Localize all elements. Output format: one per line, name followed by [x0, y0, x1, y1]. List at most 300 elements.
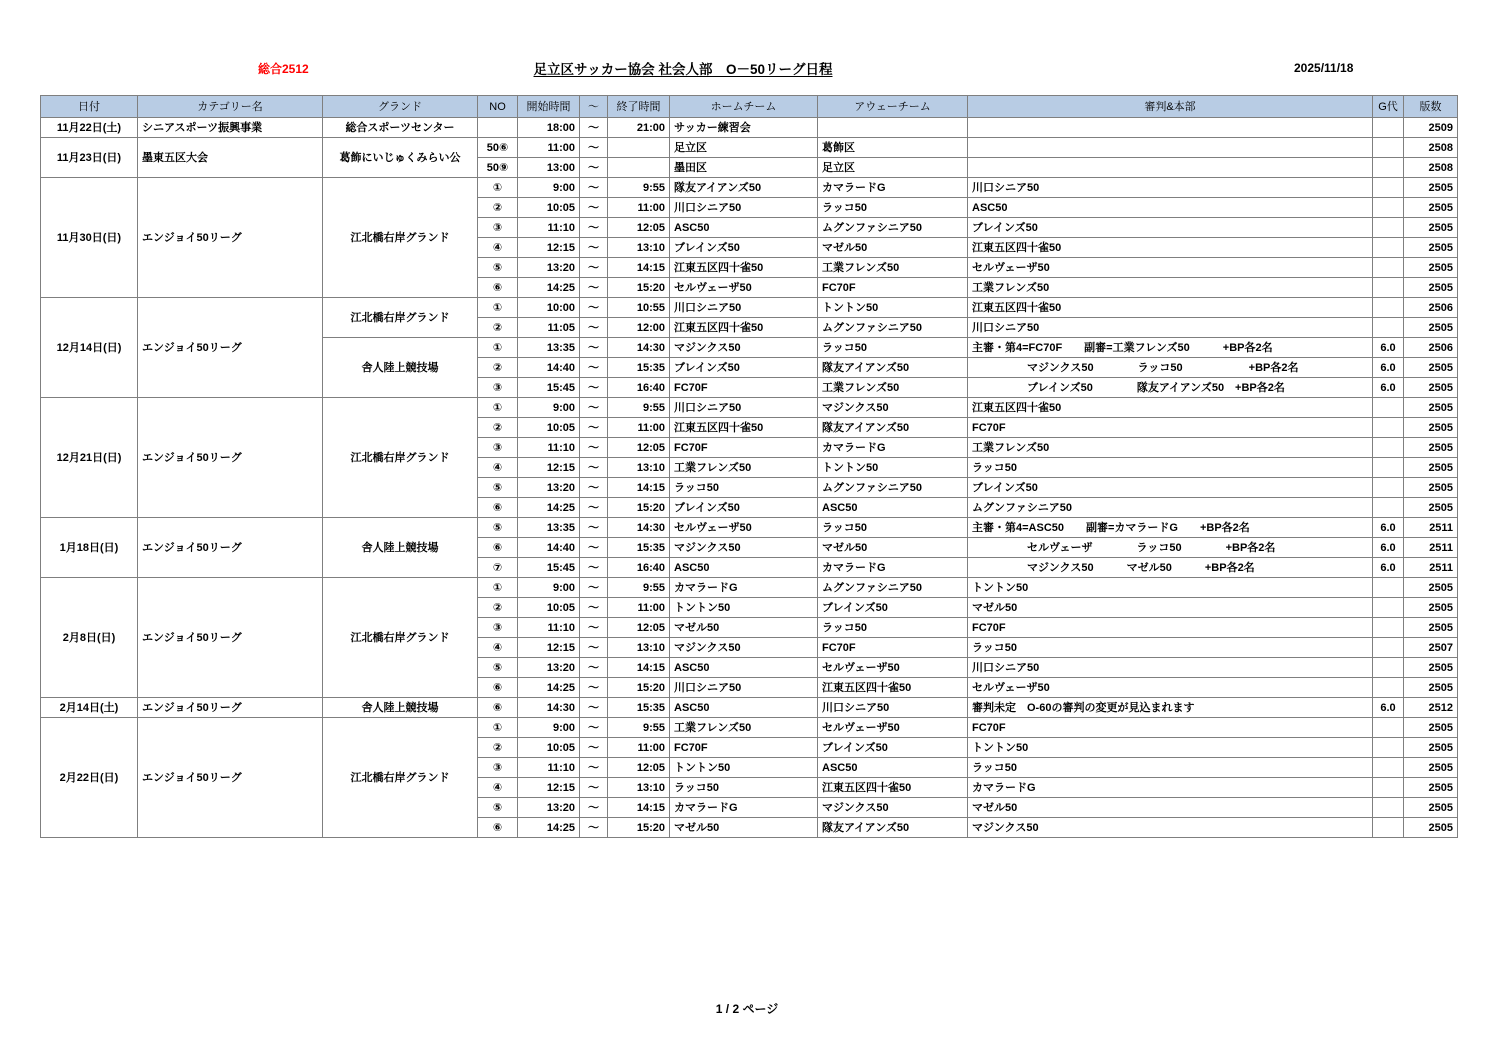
- cell-referee: カマラードG: [968, 778, 1373, 798]
- cell-start-time: 14:25: [518, 498, 580, 518]
- cell-start-time: 11:10: [518, 618, 580, 638]
- cell-referee: トントン50: [968, 578, 1373, 598]
- cell-version: 2505: [1404, 718, 1458, 738]
- cell-ground: 舎人陸上競技場: [323, 518, 478, 578]
- cell-end-time: 16:40: [608, 378, 670, 398]
- cell-start-time: 9:00: [518, 398, 580, 418]
- cell-home-team: FC70F: [670, 738, 818, 758]
- cell-tilde: ～: [580, 578, 608, 598]
- cell-g-dai: [1373, 738, 1404, 758]
- column-header-referee: 審判&本部: [968, 96, 1373, 118]
- cell-version: 2505: [1404, 618, 1458, 638]
- cell-end-time: 13:10: [608, 778, 670, 798]
- cell-away-team: [818, 118, 968, 138]
- cell-date: 11月22日(土): [41, 118, 138, 138]
- schedule-table: [40, 95, 1458, 838]
- cell-date: 1月18日(日): [41, 518, 138, 578]
- cell-referee: セルヴェーザ50: [968, 258, 1373, 278]
- cell-home-team: マジンクス50: [670, 638, 818, 658]
- cell-ground: 江北橋右岸グランド: [323, 718, 478, 838]
- cell-version: 2505: [1404, 818, 1458, 838]
- cell-version: 2505: [1404, 758, 1458, 778]
- cell-end-time: 15:20: [608, 278, 670, 298]
- cell-ground: 江北橋右岸グランド: [323, 178, 478, 298]
- cell-tilde: ～: [580, 138, 608, 158]
- cell-tilde: ～: [580, 358, 608, 378]
- cell-g-dai: [1373, 478, 1404, 498]
- column-header-tilde: ～: [580, 96, 608, 118]
- cell-start-time: 10:05: [518, 598, 580, 618]
- cell-tilde: ～: [580, 778, 608, 798]
- cell-referee: FC70F: [968, 618, 1373, 638]
- cell-referee: [968, 138, 1373, 158]
- cell-referee: マジンクス50 ラッコ50 +BP各2名: [968, 358, 1373, 378]
- cell-ground: 江北橋右岸グランド: [323, 298, 478, 338]
- cell-away-team: 工業フレンズ50: [818, 258, 968, 278]
- cell-version: 2505: [1404, 498, 1458, 518]
- cell-end-time: 14:15: [608, 658, 670, 678]
- cell-referee: ラッコ50: [968, 458, 1373, 478]
- cell-no: ③: [478, 378, 518, 398]
- column-header-home-team: ホームチーム: [670, 96, 818, 118]
- cell-away-team: ブレインズ50: [818, 598, 968, 618]
- cell-referee: ブレインズ50: [968, 478, 1373, 498]
- cell-home-team: 墨田区: [670, 158, 818, 178]
- cell-tilde: ～: [580, 458, 608, 478]
- cell-away-team: ムグンファシニア50: [818, 578, 968, 598]
- cell-tilde: ～: [580, 498, 608, 518]
- cell-g-dai: 6.0: [1373, 378, 1404, 398]
- cell-tilde: ～: [580, 478, 608, 498]
- cell-no: ④: [478, 638, 518, 658]
- cell-g-dai: [1373, 438, 1404, 458]
- cell-version: 2505: [1404, 418, 1458, 438]
- cell-tilde: ～: [580, 238, 608, 258]
- cell-referee: ブレインズ50: [968, 218, 1373, 238]
- cell-date: 11月30日(日): [41, 178, 138, 298]
- cell-tilde: ～: [580, 118, 608, 138]
- cell-away-team: ラッコ50: [818, 618, 968, 638]
- cell-end-time: 9:55: [608, 398, 670, 418]
- table-row: [41, 698, 1458, 718]
- table-row: [41, 718, 1458, 738]
- cell-away-team: 江東五区四十雀50: [818, 678, 968, 698]
- cell-start-time: 10:05: [518, 418, 580, 438]
- cell-tilde: ～: [580, 558, 608, 578]
- cell-no: ③: [478, 438, 518, 458]
- cell-referee: ラッコ50: [968, 758, 1373, 778]
- cell-no: 50⑥: [478, 138, 518, 158]
- cell-away-team: カマラードG: [818, 438, 968, 458]
- cell-g-dai: [1373, 238, 1404, 258]
- cell-away-team: ラッコ50: [818, 198, 968, 218]
- cell-home-team: 江東五区四十雀50: [670, 318, 818, 338]
- cell-start-time: 13:20: [518, 798, 580, 818]
- cell-start-time: 14:25: [518, 818, 580, 838]
- cell-category: エンジョイ50リーグ: [138, 698, 323, 718]
- cell-no: ①: [478, 178, 518, 198]
- cell-g-dai: [1373, 218, 1404, 238]
- cell-away-team: ラッコ50: [818, 338, 968, 358]
- cell-version: 2505: [1404, 318, 1458, 338]
- cell-end-time: 11:00: [608, 418, 670, 438]
- table-row: [41, 518, 1458, 538]
- cell-away-team: マゼル50: [818, 538, 968, 558]
- cell-g-dai: [1373, 598, 1404, 618]
- cell-away-team: セルヴェーザ50: [818, 718, 968, 738]
- cell-g-dai: [1373, 258, 1404, 278]
- cell-start-time: 13:35: [518, 518, 580, 538]
- cell-away-team: マジンクス50: [818, 398, 968, 418]
- cell-start-time: 14:30: [518, 698, 580, 718]
- cell-tilde: ～: [580, 818, 608, 838]
- cell-tilde: ～: [580, 318, 608, 338]
- cell-g-dai: [1373, 198, 1404, 218]
- cell-tilde: ～: [580, 638, 608, 658]
- cell-version: 2505: [1404, 258, 1458, 278]
- cell-category: エンジョイ50リーグ: [138, 178, 323, 298]
- cell-g-dai: 6.0: [1373, 698, 1404, 718]
- cell-referee: 川口シニア50: [968, 658, 1373, 678]
- cell-version: 2511: [1404, 538, 1458, 558]
- cell-tilde: ～: [580, 438, 608, 458]
- cell-tilde: ～: [580, 698, 608, 718]
- cell-referee: 主審・第4=FC70F 副審=工業フレンズ50 +BP各2名: [968, 338, 1373, 358]
- cell-home-team: マジンクス50: [670, 538, 818, 558]
- cell-start-time: 13:20: [518, 478, 580, 498]
- cell-no: ⑤: [478, 658, 518, 678]
- column-header-no: NO: [478, 96, 518, 118]
- cell-no: ⑥: [478, 818, 518, 838]
- cell-tilde: ～: [580, 658, 608, 678]
- cell-g-dai: [1373, 458, 1404, 478]
- cell-tilde: ～: [580, 598, 608, 618]
- cell-end-time: 12:05: [608, 618, 670, 638]
- cell-g-dai: [1373, 418, 1404, 438]
- table-row: [41, 298, 1458, 318]
- cell-start-time: 14:25: [518, 278, 580, 298]
- cell-ground: 葛飾にいじゅくみらい公: [323, 138, 478, 178]
- cell-home-team: サッカー練習会: [670, 118, 818, 138]
- cell-g-dai: 6.0: [1373, 358, 1404, 378]
- cell-home-team: 隊友アイアンズ50: [670, 178, 818, 198]
- cell-home-team: ブレインズ50: [670, 358, 818, 378]
- cell-no: ⑤: [478, 478, 518, 498]
- cell-version: 2508: [1404, 138, 1458, 158]
- table-row: [41, 138, 1458, 158]
- cell-home-team: 川口シニア50: [670, 298, 818, 318]
- cell-home-team: 川口シニア50: [670, 198, 818, 218]
- cell-referee: 江東五区四十雀50: [968, 398, 1373, 418]
- column-header-end-time: 終了時間: [608, 96, 670, 118]
- cell-tilde: ～: [580, 678, 608, 698]
- cell-away-team: カマラードG: [818, 558, 968, 578]
- cell-no: ②: [478, 358, 518, 378]
- cell-ground: 江北橋右岸グランド: [323, 578, 478, 698]
- cell-no: ③: [478, 218, 518, 238]
- cell-end-time: 11:00: [608, 598, 670, 618]
- cell-tilde: ～: [580, 198, 608, 218]
- cell-referee: ASC50: [968, 198, 1373, 218]
- cell-start-time: 15:45: [518, 378, 580, 398]
- cell-end-time: 16:40: [608, 558, 670, 578]
- column-header-g-dai: G代: [1373, 96, 1404, 118]
- cell-home-team: 工業フレンズ50: [670, 458, 818, 478]
- cell-start-time: 14:25: [518, 678, 580, 698]
- cell-away-team: ラッコ50: [818, 518, 968, 538]
- doc-code: 総合2512: [258, 62, 309, 76]
- cell-end-time: 13:10: [608, 238, 670, 258]
- cell-g-dai: 6.0: [1373, 338, 1404, 358]
- cell-g-dai: [1373, 758, 1404, 778]
- cell-version: 2505: [1404, 598, 1458, 618]
- cell-version: 2505: [1404, 578, 1458, 598]
- cell-home-team: 川口シニア50: [670, 398, 818, 418]
- cell-tilde: ～: [580, 298, 608, 318]
- cell-category: エンジョイ50リーグ: [138, 578, 323, 698]
- cell-home-team: カマラードG: [670, 798, 818, 818]
- cell-g-dai: [1373, 718, 1404, 738]
- cell-version: 2506: [1404, 338, 1458, 358]
- cell-end-time: 15:20: [608, 498, 670, 518]
- cell-version: 2505: [1404, 278, 1458, 298]
- cell-date: 11月23日(日): [41, 138, 138, 178]
- cell-g-dai: [1373, 318, 1404, 338]
- cell-tilde: ～: [580, 158, 608, 178]
- cell-referee: 工業フレンズ50: [968, 278, 1373, 298]
- cell-start-time: 11:00: [518, 138, 580, 158]
- cell-version: 2505: [1404, 218, 1458, 238]
- cell-version: 2505: [1404, 178, 1458, 198]
- cell-end-time: 12:05: [608, 218, 670, 238]
- cell-g-dai: [1373, 178, 1404, 198]
- cell-g-dai: [1373, 278, 1404, 298]
- cell-start-time: 11:10: [518, 218, 580, 238]
- column-header-version: 版数: [1404, 96, 1458, 118]
- cell-no: ⑤: [478, 798, 518, 818]
- cell-no: ②: [478, 418, 518, 438]
- cell-g-dai: [1373, 658, 1404, 678]
- cell-away-team: マジンクス50: [818, 798, 968, 818]
- cell-referee: マゼル50: [968, 798, 1373, 818]
- cell-home-team: ラッコ50: [670, 778, 818, 798]
- cell-category: 墨東五区大会: [138, 138, 323, 178]
- cell-tilde: ～: [580, 378, 608, 398]
- cell-g-dai: [1373, 638, 1404, 658]
- cell-ground: 江北橋右岸グランド: [323, 398, 478, 518]
- cell-home-team: ブレインズ50: [670, 498, 818, 518]
- cell-home-team: FC70F: [670, 438, 818, 458]
- cell-g-dai: [1373, 678, 1404, 698]
- cell-start-time: 18:00: [518, 118, 580, 138]
- cell-referee: [968, 158, 1373, 178]
- cell-home-team: 江東五区四十雀50: [670, 258, 818, 278]
- cell-home-team: ブレインズ50: [670, 238, 818, 258]
- cell-version: 2511: [1404, 558, 1458, 578]
- cell-referee: FC70F: [968, 418, 1373, 438]
- cell-away-team: ムグンファシニア50: [818, 218, 968, 238]
- cell-date: 2月8日(日): [41, 578, 138, 698]
- cell-end-time: 12:00: [608, 318, 670, 338]
- cell-end-time: [608, 158, 670, 178]
- cell-no: 50⑨: [478, 158, 518, 178]
- cell-no: ②: [478, 598, 518, 618]
- cell-end-time: 11:00: [608, 198, 670, 218]
- cell-g-dai: 6.0: [1373, 518, 1404, 538]
- cell-version: 2507: [1404, 638, 1458, 658]
- cell-end-time: 11:00: [608, 738, 670, 758]
- cell-referee: セルヴェーザ50: [968, 678, 1373, 698]
- cell-away-team: 隊友アイアンズ50: [818, 418, 968, 438]
- cell-start-time: 15:45: [518, 558, 580, 578]
- cell-away-team: 足立区: [818, 158, 968, 178]
- cell-referee: 川口シニア50: [968, 318, 1373, 338]
- cell-referee: 工業フレンズ50: [968, 438, 1373, 458]
- cell-version: 2505: [1404, 358, 1458, 378]
- cell-away-team: ASC50: [818, 498, 968, 518]
- table-header-row: [41, 96, 1458, 118]
- cell-start-time: 13:20: [518, 658, 580, 678]
- cell-home-team: 川口シニア50: [670, 678, 818, 698]
- cell-away-team: ASC50: [818, 758, 968, 778]
- cell-version: 2505: [1404, 478, 1458, 498]
- cell-tilde: ～: [580, 798, 608, 818]
- cell-ground: 総合スポーツセンター: [323, 118, 478, 138]
- cell-category: シニアスポーツ振興事業: [138, 118, 323, 138]
- cell-ground: 舎人陸上競技場: [323, 698, 478, 718]
- cell-version: 2506: [1404, 298, 1458, 318]
- cell-version: 2505: [1404, 678, 1458, 698]
- cell-home-team: マゼル50: [670, 818, 818, 838]
- cell-g-dai: 6.0: [1373, 538, 1404, 558]
- cell-g-dai: [1373, 778, 1404, 798]
- page-number: 1 / 2 ページ: [715, 1002, 779, 1016]
- column-header-away-team: アウェーチーム: [818, 96, 968, 118]
- cell-g-dai: [1373, 798, 1404, 818]
- column-header-category: カテゴリー名: [138, 96, 323, 118]
- cell-start-time: 13:35: [518, 338, 580, 358]
- column-header-ground: グランド: [323, 96, 478, 118]
- cell-version: 2505: [1404, 458, 1458, 478]
- cell-category: エンジョイ50リーグ: [138, 718, 323, 838]
- cell-no: ①: [478, 338, 518, 358]
- cell-no: ①: [478, 398, 518, 418]
- cell-home-team: ラッコ50: [670, 478, 818, 498]
- cell-version: 2505: [1404, 378, 1458, 398]
- cell-tilde: ～: [580, 738, 608, 758]
- cell-date: 12月14日(日): [41, 298, 138, 398]
- cell-no: ⑥: [478, 698, 518, 718]
- cell-home-team: ASC50: [670, 218, 818, 238]
- cell-away-team: 工業フレンズ50: [818, 378, 968, 398]
- cell-end-time: 15:20: [608, 818, 670, 838]
- cell-away-team: マゼル50: [818, 238, 968, 258]
- cell-home-team: トントン50: [670, 758, 818, 778]
- table-row: [41, 398, 1458, 418]
- cell-date: 12月21日(日): [41, 398, 138, 518]
- cell-no: ⑤: [478, 518, 518, 538]
- cell-end-time: 15:20: [608, 678, 670, 698]
- cell-tilde: ～: [580, 258, 608, 278]
- table-row: [41, 178, 1458, 198]
- cell-tilde: ～: [580, 338, 608, 358]
- schedule-table-body: [41, 118, 1458, 838]
- cell-start-time: 12:15: [518, 778, 580, 798]
- cell-start-time: 13:00: [518, 158, 580, 178]
- cell-away-team: 隊友アイアンズ50: [818, 358, 968, 378]
- cell-version: 2505: [1404, 798, 1458, 818]
- cell-version: 2505: [1404, 658, 1458, 678]
- cell-version: 2505: [1404, 738, 1458, 758]
- cell-start-time: 11:05: [518, 318, 580, 338]
- cell-category: エンジョイ50リーグ: [138, 398, 323, 518]
- table-row: [41, 578, 1458, 598]
- cell-away-team: FC70F: [818, 638, 968, 658]
- cell-home-team: マゼル50: [670, 618, 818, 638]
- cell-start-time: 12:15: [518, 238, 580, 258]
- cell-version: 2505: [1404, 198, 1458, 218]
- cell-away-team: 隊友アイアンズ50: [818, 818, 968, 838]
- cell-away-team: FC70F: [818, 278, 968, 298]
- column-header-date: 日付: [41, 96, 138, 118]
- cell-version: 2505: [1404, 438, 1458, 458]
- cell-end-time: 13:10: [608, 458, 670, 478]
- cell-g-dai: [1373, 818, 1404, 838]
- cell-end-time: 13:10: [608, 638, 670, 658]
- cell-no: ⑥: [478, 278, 518, 298]
- cell-end-time: 9:55: [608, 578, 670, 598]
- cell-version: 2505: [1404, 778, 1458, 798]
- cell-referee: 江東五区四十雀50: [968, 298, 1373, 318]
- cell-start-time: 14:40: [518, 538, 580, 558]
- cell-end-time: 21:00: [608, 118, 670, 138]
- cell-start-time: 14:40: [518, 358, 580, 378]
- cell-away-team: ムグンファシニア50: [818, 478, 968, 498]
- cell-no: ③: [478, 618, 518, 638]
- cell-no: ④: [478, 238, 518, 258]
- cell-no: ⑥: [478, 498, 518, 518]
- cell-end-time: [608, 138, 670, 158]
- cell-end-time: 9:55: [608, 178, 670, 198]
- cell-referee: ブレインズ50 隊友アイアンズ50 +BP各2名: [968, 378, 1373, 398]
- cell-tilde: ～: [580, 518, 608, 538]
- cell-referee: FC70F: [968, 718, 1373, 738]
- cell-version: 2505: [1404, 238, 1458, 258]
- cell-tilde: ～: [580, 398, 608, 418]
- cell-tilde: ～: [580, 618, 608, 638]
- cell-away-team: 葛飾区: [818, 138, 968, 158]
- cell-away-team: ムグンファシニア50: [818, 318, 968, 338]
- cell-home-team: FC70F: [670, 378, 818, 398]
- cell-end-time: 15:35: [608, 698, 670, 718]
- cell-away-team: トントン50: [818, 298, 968, 318]
- cell-start-time: 13:20: [518, 258, 580, 278]
- cell-start-time: 11:10: [518, 438, 580, 458]
- cell-home-team: ASC50: [670, 558, 818, 578]
- cell-end-time: 12:05: [608, 758, 670, 778]
- cell-no: ⑥: [478, 678, 518, 698]
- cell-tilde: ～: [580, 178, 608, 198]
- cell-date: 2月14日(土): [41, 698, 138, 718]
- cell-version: 2509: [1404, 118, 1458, 138]
- cell-home-team: マジンクス50: [670, 338, 818, 358]
- cell-home-team: セルヴェーザ50: [670, 278, 818, 298]
- cell-start-time: 12:15: [518, 638, 580, 658]
- cell-no: ④: [478, 458, 518, 478]
- cell-start-time: 9:00: [518, 178, 580, 198]
- cell-start-time: 9:00: [518, 578, 580, 598]
- cell-referee: マゼル50: [968, 598, 1373, 618]
